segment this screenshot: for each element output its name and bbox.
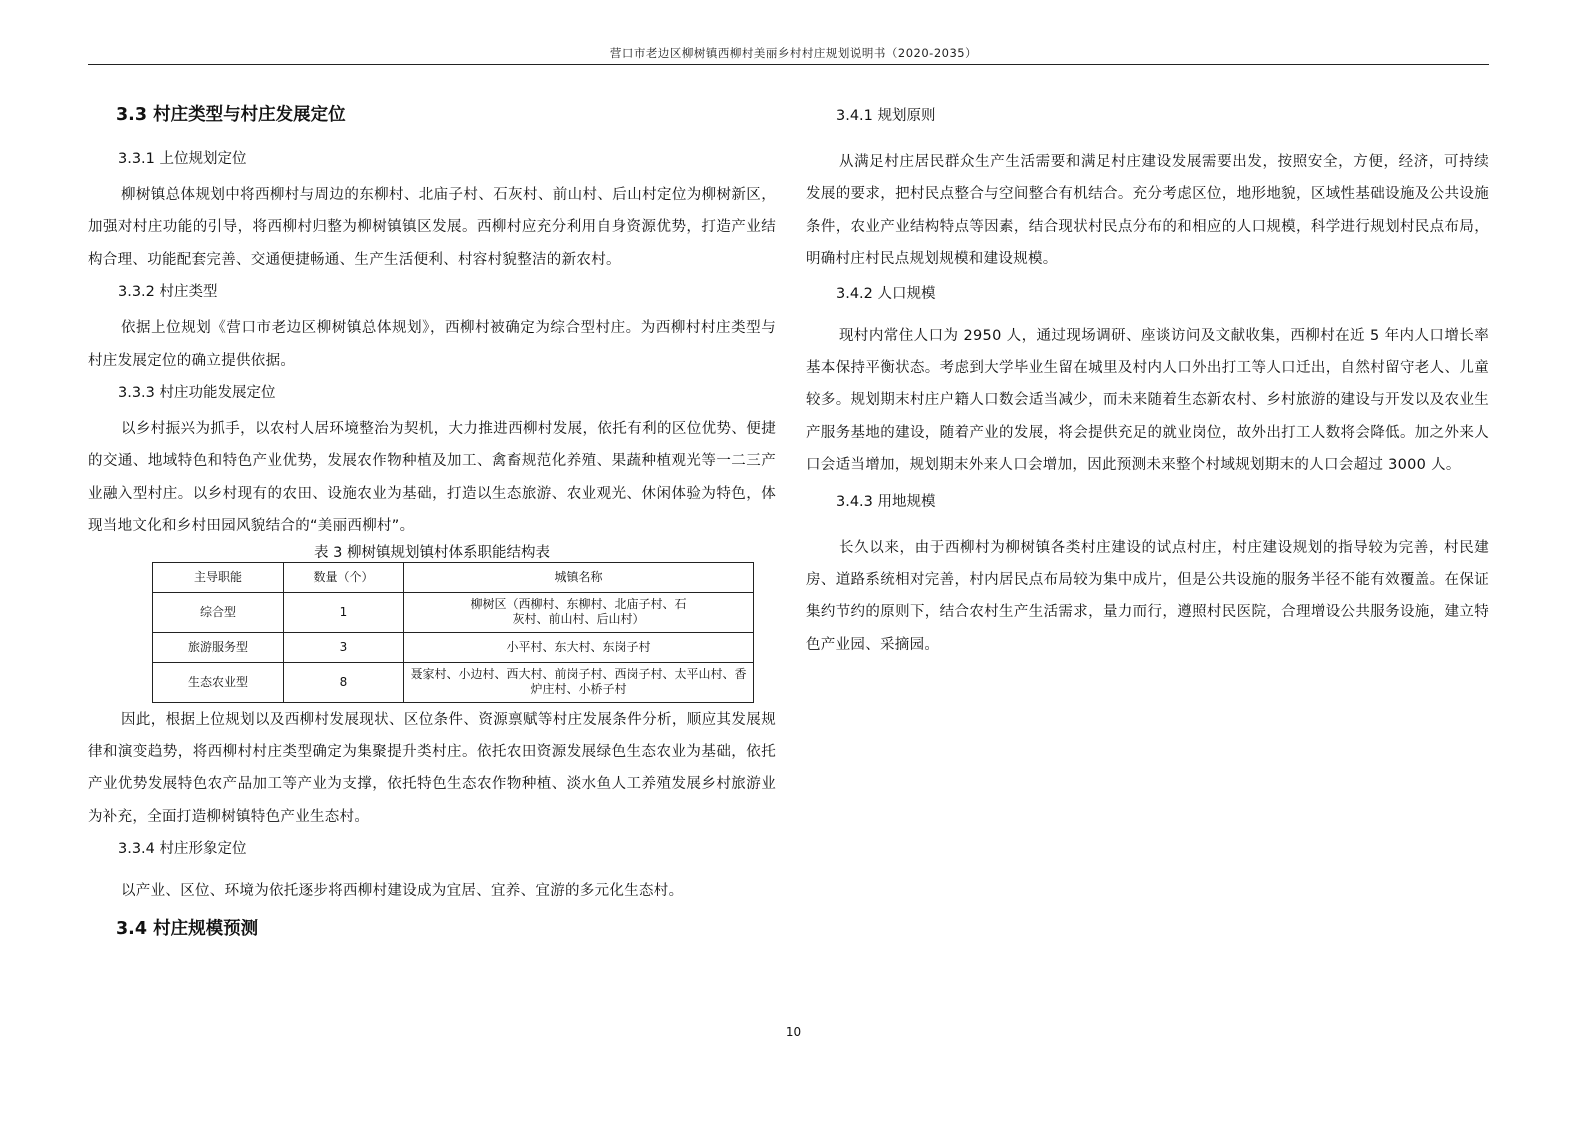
table-caption: 表 3 柳树镇规划镇村体系职能结构表 — [314, 544, 550, 561]
table-header-cell: 数量（个） — [284, 562, 404, 592]
left-column — [88, 92, 776, 942]
function-structure-table — [152, 562, 754, 703]
table-cell: 8 — [284, 662, 404, 702]
section-3-4-2-heading: 3.4.2 人口规模 — [836, 285, 936, 302]
section-3-3-1-heading: 3.3.1 上位规划定位 — [118, 151, 247, 167]
section-3-3-4-heading: 3.3.4 村庄形象定位 — [118, 841, 247, 858]
table-header-cell: 主导职能 — [153, 562, 284, 592]
table-cell: 综合型 — [153, 592, 284, 632]
right-column — [806, 92, 1489, 661]
section-3-4-1-paragraph: 从满足村庄居民群众生产生活需要和满足村庄建设发展需要出发，按照安全，方便，经济，可持续发展的要求，把村民点整合与空间整合有机结合。充分考虑区位，地形地貌，区域性基础设施及公共设施条件，农业产业结构特点等因素，结合现状村民点分布的和相应的人口规模，科学进行规划村民点布局，明确村庄村民点规划规模和建设规模。 — [806, 154, 1489, 268]
section-3-4-1-heading: 3.4.1 规划原则 — [836, 108, 936, 124]
table-cell: 聂家村、小边村、西大村、前岗子村、西岗子村、太平山村、香炉庄村、小桥子村 — [404, 662, 754, 702]
table-cell: 1 — [284, 592, 404, 632]
page-number: 10 — [785, 1025, 802, 1039]
table-cell: 3 — [284, 632, 404, 662]
table-header-cell: 城镇名称 — [404, 562, 754, 592]
table-cell: 旅游服务型 — [153, 632, 284, 662]
table-header-row — [153, 562, 754, 592]
table-row — [153, 592, 754, 632]
section-3-3-2-heading: 3.3.2 村庄类型 — [118, 284, 218, 301]
section-3-4-3-heading: 3.4.3 用地规模 — [836, 493, 936, 510]
post-table-paragraph: 因此，根据上位规划以及西柳村发展现状、区位条件、资源禀赋等村庄发展条件分析，顺应其发展规律和演变趋势，将西柳村村庄类型确定为集聚提升类村庄。依托农田资源发展绿色生态农业为基础，依托产业优势发展特色农产品加工等产业为支撑，依托特色生态农作物种植、淡水鱼人工养殖发展乡村旅游业为补充，全面打造柳树镇特色产业生态村。 — [88, 711, 776, 825]
section-3-3-heading: 3.3 村庄类型与村庄发展定位 — [116, 105, 346, 125]
table-cell: 小平村、东大村、东岗子村 — [404, 632, 754, 662]
table-row — [153, 662, 754, 702]
section-3-3-3-paragraph: 以乡村振兴为抓手，以农村人居环境整治为契机，大力推进西柳村发展，依托有利的区位优势、便捷的交通、地域特色和特色产业优势，发展农作物种植及加工、禽畜规范化养殖、果蔬种植观光等一二三产业融入型村庄。以乡村现有的农田、设施农业为基础，打造以生态旅游、农业观光、休闲体验为特色，体现当地文化和乡村田园风貌结合的“美丽西柳村”。 — [88, 421, 776, 535]
document-header-title: 营口市老边区柳树镇西柳村美丽乡村村庄规划说明书（2020-2035） — [609, 46, 978, 60]
section-3-3-4-paragraph: 以产业、区位、环境为依托逐步将西柳村建设成为宜居、宜养、宜游的多元化生态村。 — [121, 883, 684, 900]
section-3-4-heading: 3.4 村庄规模预测 — [116, 918, 259, 939]
section-3-4-3-paragraph: 长久以来，由于西柳村为柳树镇各类村庄建设的试点村庄，村庄建设规划的指导较为完善，村民建房、道路系统相对完善，村内居民点布局较为集中成片，但是公共设施的服务半径不能有效覆盖。在保证集约节约的原则下，结合农村生产生活需求，量力而行，遵照村民医院，合理增设公共服务设施，建立特色产业园、采摘园。 — [806, 539, 1489, 653]
section-3-3-2-paragraph: 依据上位规划《营口市老边区柳树镇总体规划》，西柳村被确定为综合型村庄。为西柳村村庄类型与村庄发展定位的确立提供依据。 — [88, 320, 776, 369]
table-row — [153, 632, 754, 662]
section-3-3-1-paragraph: 柳树镇总体规划中将西柳村与周边的东柳村、北庙子村、石灰村、前山村、后山村定位为柳树新区，加强对村庄功能的引导，将西柳村归整为柳树镇镇区发展。西柳村应充分利用自身资源优势，打造产业结构合理、功能配套完善、交通便捷畅通、生产生活便利、村容村貌整洁的新农村。 — [88, 187, 776, 268]
section-3-3-3-heading: 3.3.3 村庄功能发展定位 — [118, 385, 276, 402]
table-cell: 生态农业型 — [153, 662, 284, 702]
header-divider — [88, 64, 1489, 65]
table-cell: 柳树区（西柳村、东柳村、北庙子村、石灰村、前山村、后山村） — [404, 592, 754, 632]
section-3-4-2-paragraph: 现村内常住人口为 2950 人，通过现场调研、座谈访问及文献收集，西柳村在近 5 年内人口增长率基本保持平衡状态。考虑到大学毕业生留在城里及村内人口外出打工等人口迁出，自然村留守老人、儿童较多。规划期末村庄户籍人口数会适当减少，而未来随着生态新农村、乡村旅游的建设与开发以及农业生产服务基地的建设，随着产业的发展，将会提供充足的就业岗位，故外出打工人数将会降低。加之外来人口会适当增加，规划期末外来人口会增加，因此预测未来整个村域规划期末的人口会超过 3000 人。 — [806, 327, 1489, 474]
